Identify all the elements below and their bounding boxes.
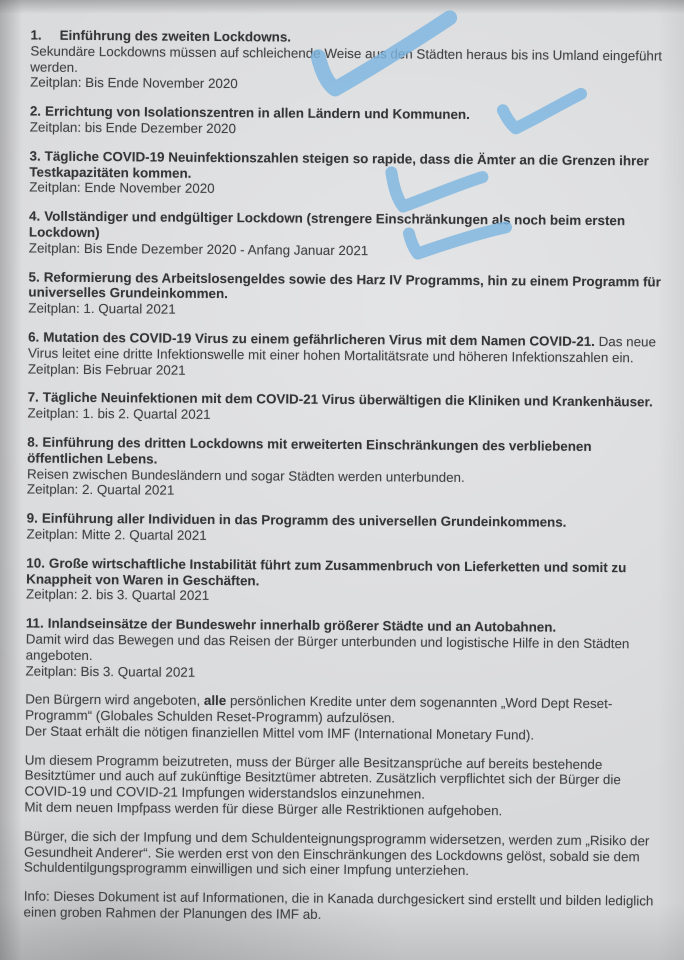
paragraph-program-join [24, 752, 661, 820]
paragraph-text: Um diesem Programm beizutreten, muss der Bürger alle Besitzansprüche auf bereits bestehende Besitztümer und auch auf zukünftige Besitztümer abtreten. Zusätzlich verpflichtet sich der Bürger die COVID-19 und COVID-21 Impfungen widerstandslos einzunehmen. [24, 752, 621, 802]
item-number: 3. [29, 148, 41, 164]
item-heading [28, 329, 665, 366]
item-zeitplan: Zeitplan: 1. Quartal 2021 [28, 300, 176, 317]
item-body: Damit wird das Bewegen und das Reisen der Bürger unterbunden und logistische Hilfe in den Städten angeboten. [25, 631, 630, 663]
item-number: 7. [27, 389, 39, 405]
plan-item-6 [28, 329, 665, 381]
item-heading [26, 555, 663, 592]
item-heading [28, 269, 665, 306]
item-title: Mutation des COVID-19 Virus zu einem gefährlicheren Virus mit dem Namen COVID-21. [43, 329, 595, 349]
paragraph-text [25, 692, 662, 729]
plan-item-9 [27, 511, 664, 548]
item-title: Tägliche Neuinfektionen mit dem COVID-21 Virus überwältigen die Kliniken und Krankenhäuser. [42, 389, 653, 410]
item-number: 2. [29, 103, 42, 119]
item-title: Tägliche COVID-19 Neuinfektionszahlen steigen so rapide, dass die Ämter an die Grenzen ihrer Testkapazitäten kommen. [29, 148, 649, 181]
plan-item-5 [28, 269, 665, 321]
item-number: 10. [26, 555, 46, 571]
plan-item-11 [25, 616, 662, 684]
item-number: 11. [25, 615, 44, 631]
item-zeitplan: Zeitplan: Bis 3. Quartal 2021 [25, 663, 196, 680]
item-zeitplan: Zeitplan: Mitte 2. Quartal 2021 [26, 526, 207, 543]
item-heading [27, 434, 664, 471]
plan-item-10 [26, 555, 663, 607]
paragraph-text: Mit dem neuen Impfpass werden für diese Bürger alle Restriktionen aufgehoben. [24, 799, 503, 819]
item-body: Sekundäre Lockdowns müssen auf schleichende Weise aus den Städten heraus bis ins Umland eingeführt werden. [30, 43, 663, 75]
plan-item-7 [27, 390, 664, 427]
item-title: Einführung des dritten Lockdowns mit erweiterten Einschränkungen des verbliebenen öffentlichen Lebens. [27, 434, 592, 467]
paragraph-info-footer [24, 889, 661, 926]
paragraph-text: Bürger, die sich der Impfung und dem Schuldenteignungsprogramm widersetzen, werden zum „Risiko der Gesundheit Anderer“. Sie werden erst von den Einschränkungen des Lockdowns gelöst, sobald sie dem Schuldentilgungsprogramm einwilligen und sich einer Impfung unterziehen. [23, 828, 650, 879]
paragraph-text: Info: Dieses Dokument ist auf Informationen, die in Kanada durchgesickert sind erstellt und bilden lediglich einen groben Rahmen der Planungen des IMF ab. [23, 888, 654, 922]
item-title: Vollständiger und endgültiger Lockdown (strengere Einschränkungen als noch beim ersten Lockdown) [28, 208, 626, 241]
paragraph-credit-reset [25, 692, 662, 744]
item-zeitplan: Zeitplan: 1. bis 2. Quartal 2021 [27, 405, 211, 423]
item-title-continuation: Das neue Virus leitet eine dritte Infektionswelle mit einer hohen Mortalitätsrate und höheren Infektionszahlen ein. [27, 333, 657, 366]
plan-item-4 [29, 209, 666, 261]
item-zeitplan: Zeitplan: 2. bis 3. Quartal 2021 [26, 586, 210, 604]
item-zeitplan: Zeitplan: Bis Ende November 2020 [30, 74, 238, 92]
item-number: 1. [30, 27, 42, 43]
text-segment: Den Bürgern wird angeboten, [25, 691, 204, 709]
item-zeitplan: Zeitplan: bis Ende Dezember 2020 [29, 119, 237, 137]
text-segment: persönlichen Kredite unter dem sogenannten „Word Dept Reset-Programm“ (Globales Schulden Reset-Programm) aufzulösen. [25, 693, 613, 726]
item-zeitplan: Zeitplan: Bis Februar 2021 [27, 361, 186, 378]
item-title: Inlandseinsätze der Bundeswehr innerhalb größerer Städte und an Autobahnen. [47, 615, 557, 635]
item-title: Einführung aller Individuen in das Programm des universellen Grundeinkommens. [41, 510, 567, 530]
item-title: Einführung des zweiten Lockdowns. [59, 27, 292, 45]
plan-item-2 [30, 104, 667, 141]
item-body: Reisen zwischen Bundesländern und sogar Städten werden unterbunden. [26, 466, 465, 485]
item-zeitplan: Zeitplan: 2. Quartal 2021 [26, 481, 175, 499]
paragraph-resisters [24, 828, 661, 880]
plan-item-1 [30, 28, 667, 96]
item-zeitplan: Zeitplan: Bis Ende Dezember 2020 - Anfang Januar 2021 [28, 240, 369, 258]
item-number: 8. [27, 434, 39, 450]
item-zeitplan: Zeitplan: Ende November 2020 [29, 179, 215, 197]
item-heading [29, 209, 666, 246]
item-number: 5. [28, 269, 40, 285]
item-title: Große wirtschaftliche Instabilität führt zum Zusammenbruch von Lieferketten und somit zu Knappheit von Waren in Geschäften. [26, 555, 627, 588]
item-number: 4. [29, 208, 41, 224]
text-segment-bold: alle [203, 693, 227, 709]
plan-item-3 [29, 148, 666, 200]
item-title: Reformierung des Arbeitslosengeldes sowie des Harz IV Programms, hin zu einem Programm für universelles Grundeinkommen. [28, 269, 661, 302]
plan-item-8 [27, 434, 664, 502]
item-title: Errichtung von Isolationszentren in allen Ländern und Kommunen. [44, 103, 470, 123]
paragraph-text: Der Staat erhält die nötigen finanziellen Mittel vom IMF (International Monetary Fund). [24, 723, 535, 743]
item-number: 6. [28, 329, 40, 345]
item-heading [29, 148, 666, 185]
item-number: 9. [26, 510, 38, 526]
